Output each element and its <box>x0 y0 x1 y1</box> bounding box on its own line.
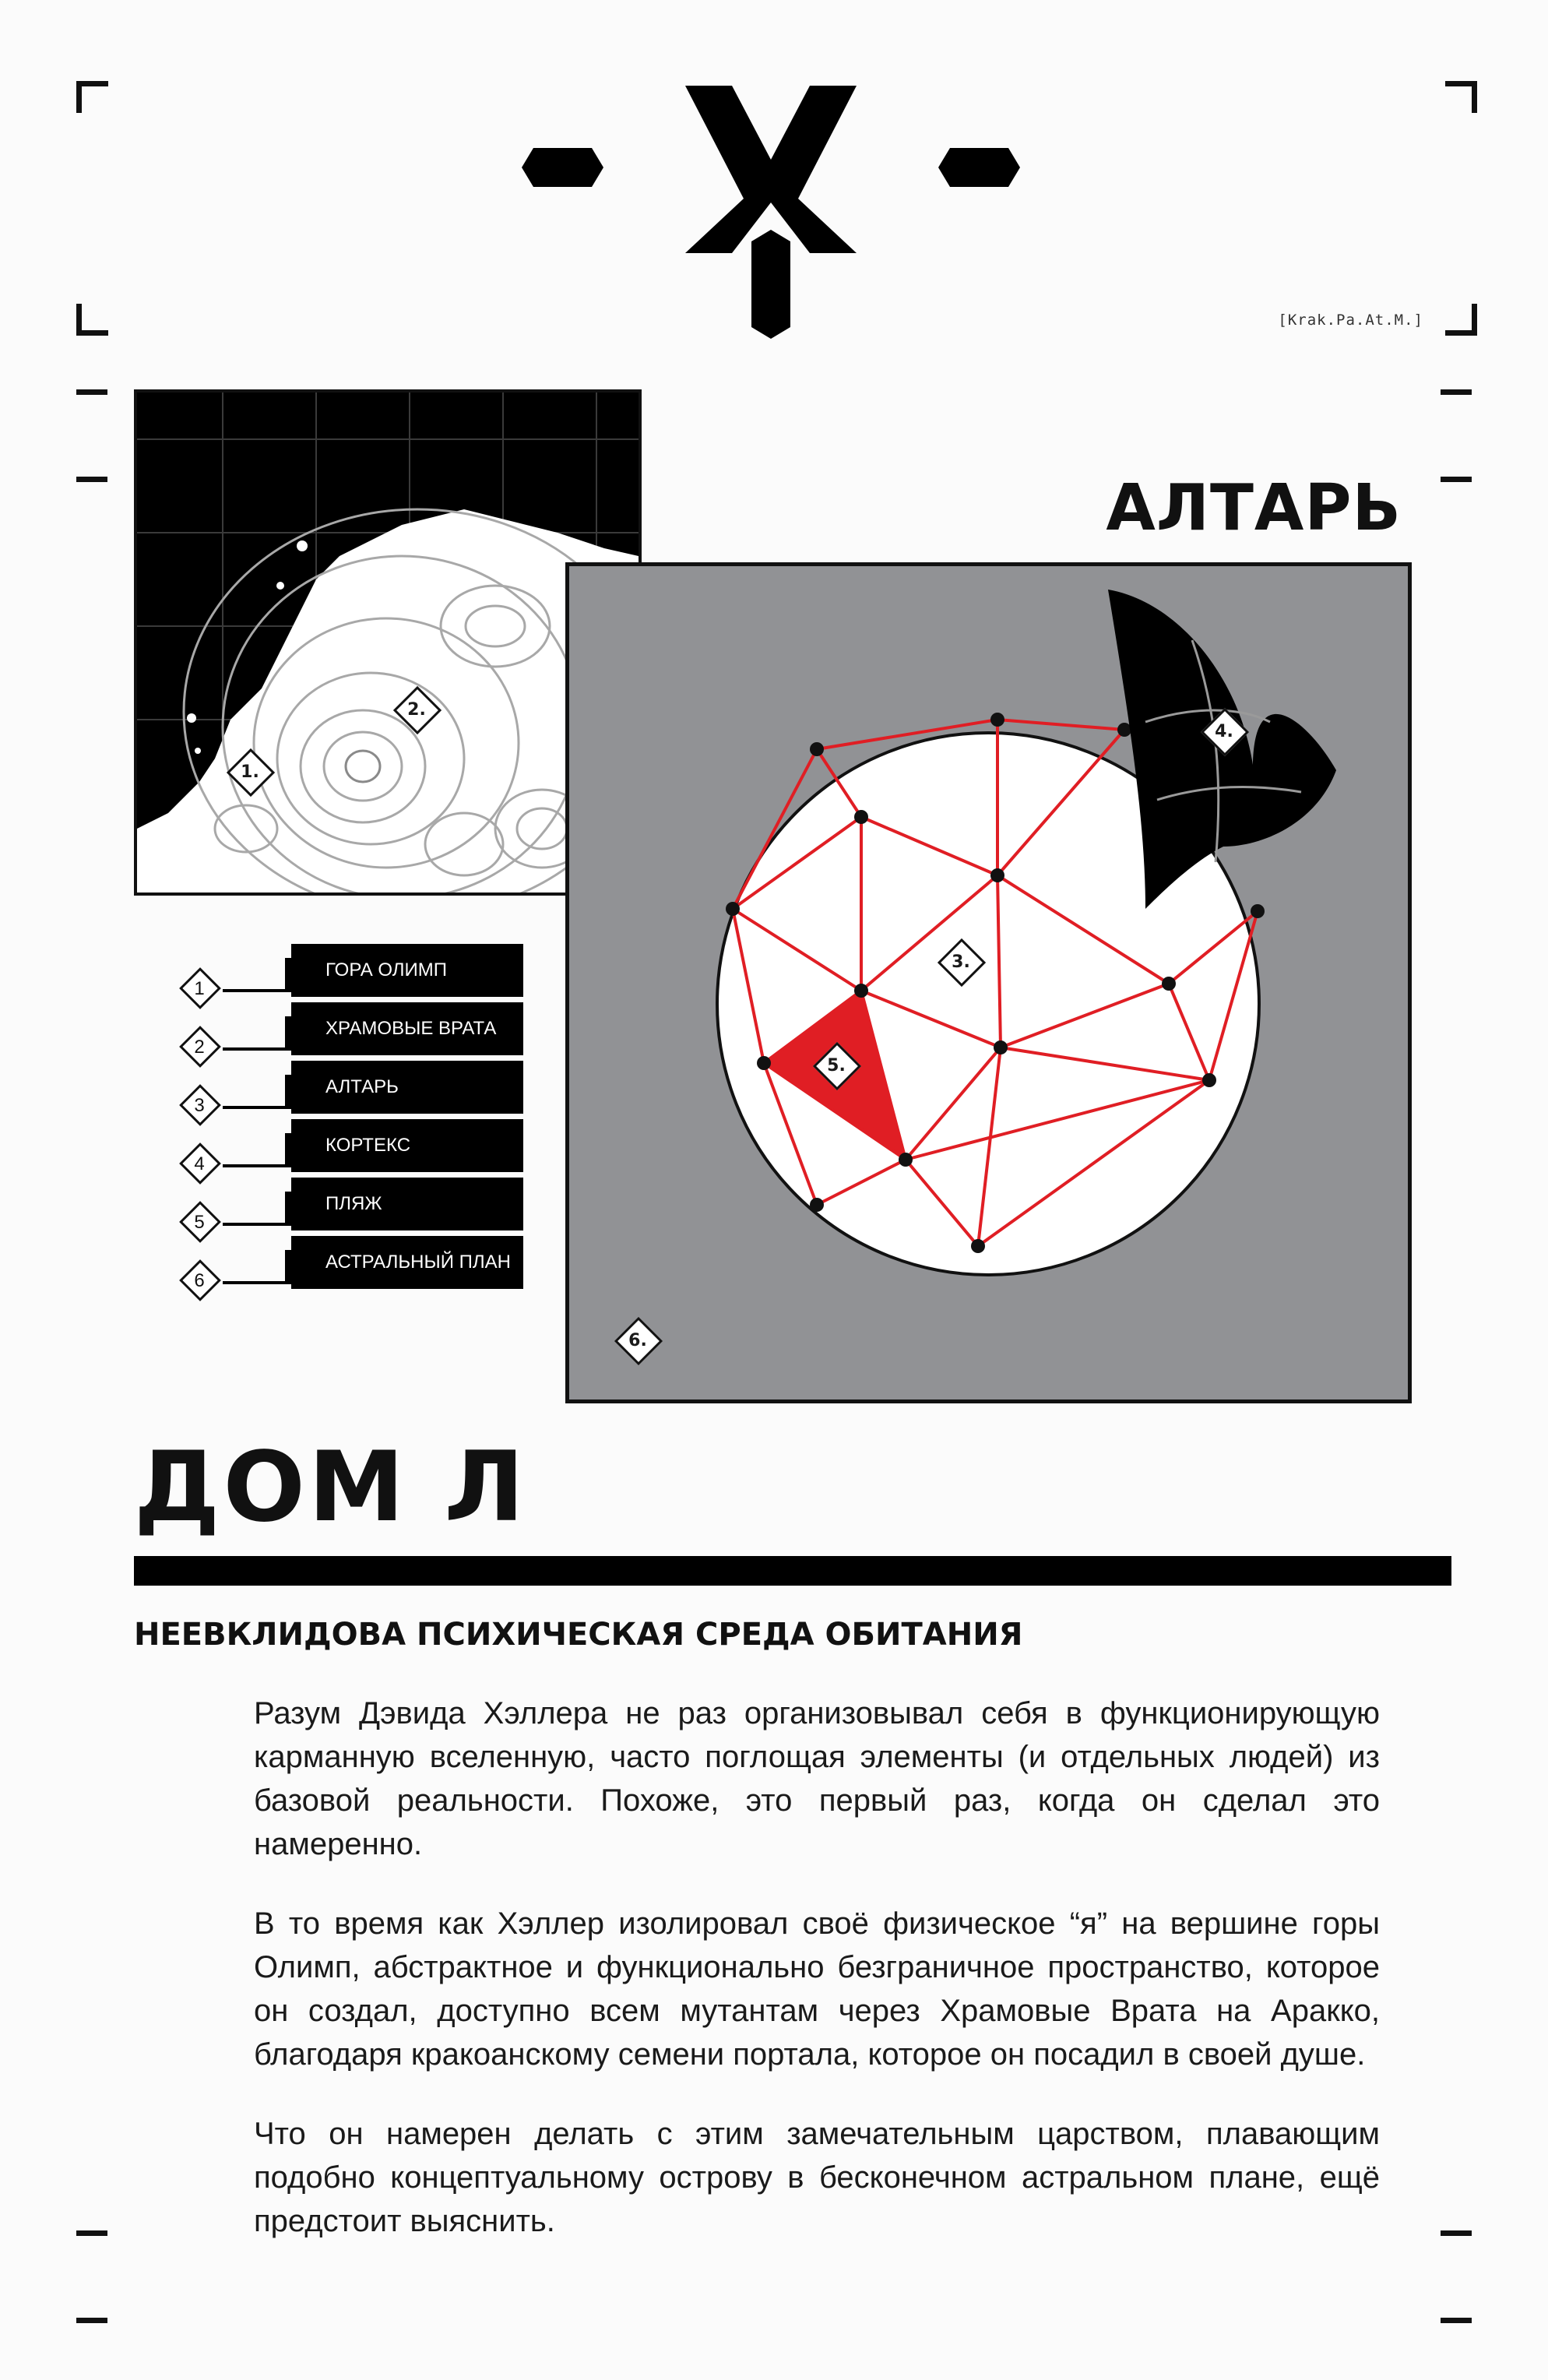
legend-connector <box>285 1075 291 1109</box>
legend-connector <box>223 1223 285 1226</box>
marker-3-label: 3. <box>952 952 970 972</box>
margin-tick <box>76 477 107 482</box>
marker-1-label: 1. <box>241 762 259 782</box>
legend-item <box>178 1236 523 1294</box>
legend-connector <box>285 958 291 992</box>
article-paragraph: Что он намерен делать с этим замечательным царством, плавающим подобно концептуальному острову в бесконечном астральном плане, ещё предстоит выяснить. <box>254 2117 1380 2238</box>
corner-bracket-top-right <box>1445 81 1477 113</box>
title-rule <box>134 1556 1451 1586</box>
legend-number: 3 <box>194 1095 205 1116</box>
marker-2-label: 2. <box>407 700 426 720</box>
margin-tick <box>1441 2318 1472 2323</box>
legend-label: КОРТЕКС <box>291 1119 523 1172</box>
legend-number: 6 <box>194 1270 205 1291</box>
altar-diagram <box>565 562 1412 1403</box>
legend-connector <box>223 1164 285 1167</box>
legend-label: ГОРА ОЛИМП <box>291 944 523 997</box>
article-paragraph: Разум Дэвида Хэллера не раз организовывал себя в функционирующую карманную вселенную, часто поглощая элементы (и отдельных людей) из базовой реальности. Похоже, это первый раз, когда он сделал это намеренно. <box>254 1696 1380 1861</box>
legend-label: ПЛЯЖ <box>291 1178 523 1230</box>
contour-map-graphic <box>137 393 639 892</box>
legend-connector <box>285 1133 291 1167</box>
article-paragraph: В то время как Хэллер изолировал своё физическое “я” на вершине горы Олимп, абстрактное и функционально безграничное пространство, которое он создал, доступно всем мутантам через Храмовые Врата на Аракко, благодаря кракоанскому семени портала, которое он посадил в своей душе. <box>254 1906 1380 2072</box>
legend-item <box>178 944 523 1002</box>
article-title: ДОМ Л <box>134 1431 528 1544</box>
legend-item <box>178 1119 523 1177</box>
legend-number: 4 <box>194 1153 205 1174</box>
corner-bracket-top-left <box>76 81 108 113</box>
margin-tick <box>1441 477 1472 482</box>
altar-map-title: АЛТАРЬ <box>1106 471 1402 545</box>
legend-number: 2 <box>194 1037 205 1058</box>
margin-tick <box>1441 389 1472 395</box>
legend-connector <box>223 1281 285 1284</box>
legend-number: 1 <box>194 978 205 999</box>
margin-tick <box>76 2318 107 2323</box>
legend-connector <box>285 1250 291 1284</box>
legend-connector <box>223 989 285 992</box>
legend-item <box>178 1061 523 1118</box>
legend-connector <box>223 1106 285 1109</box>
marker-4-label: 4. <box>1215 722 1233 741</box>
geodesic-sphere-graphic <box>569 566 1408 1399</box>
margin-tick <box>76 389 107 395</box>
x-logo-icon <box>506 74 1036 339</box>
legend-label: ХРАМОВЫЕ ВРАТА <box>291 1002 523 1055</box>
legend-item <box>178 1002 523 1060</box>
margin-tick <box>1441 2230 1472 2236</box>
margin-tick <box>76 2230 107 2236</box>
legend-connector <box>285 1192 291 1226</box>
article-subtitle: НЕЕВКЛИДОВА ПСИХИЧЕСКАЯ СРЕДА ОБИТАНИЯ <box>134 1617 1023 1653</box>
legend-label: АЛТАРЬ <box>291 1061 523 1114</box>
page-code: [Krak.Pa.At.M.] <box>1278 312 1423 329</box>
marker-6-label: 6. <box>628 1331 647 1350</box>
corner-bracket-bottom-left <box>76 304 108 336</box>
legend-connector <box>223 1047 285 1051</box>
legend-connector <box>285 1016 291 1051</box>
legend-number: 5 <box>194 1212 205 1233</box>
marker-5-label: 5. <box>827 1056 846 1076</box>
legend-item <box>178 1178 523 1235</box>
corner-bracket-bottom-right <box>1445 304 1477 336</box>
legend-label: АСТРАЛЬНЫЙ ПЛАН <box>291 1236 523 1289</box>
